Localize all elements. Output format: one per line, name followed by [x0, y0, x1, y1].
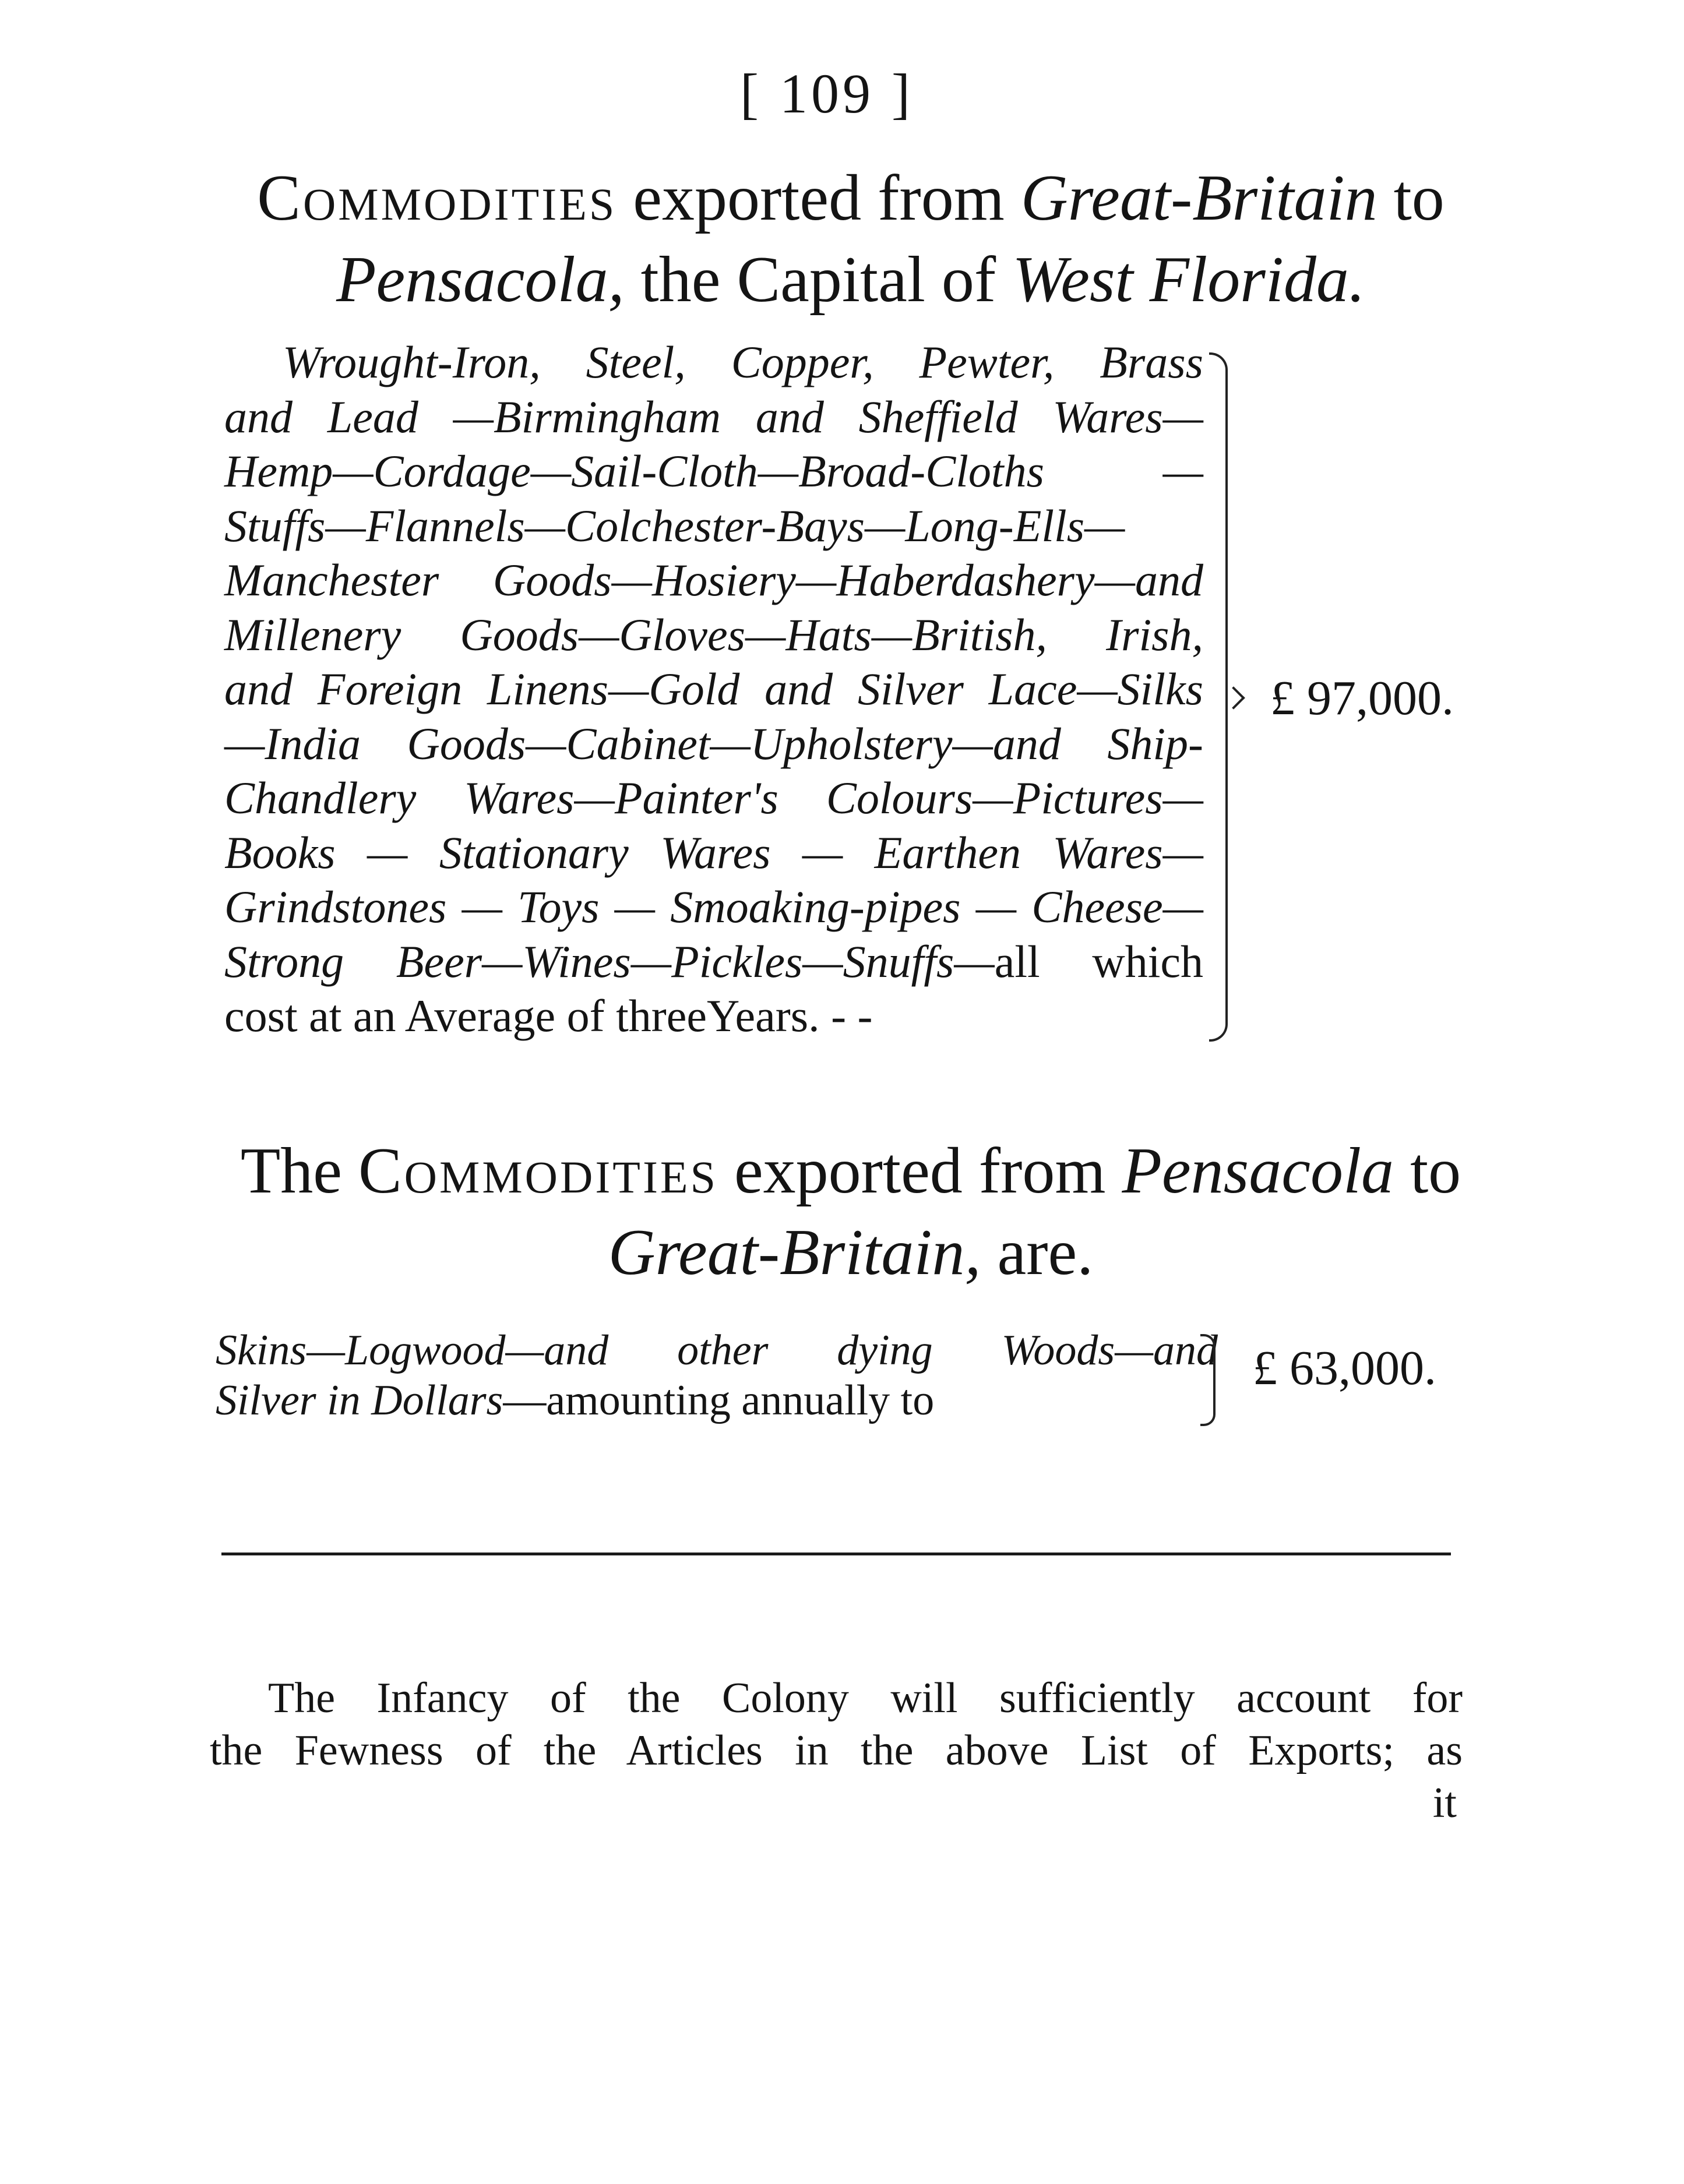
imports-list-line: Stuffs—Flannels—Colchester-Bays—Long-Ells— — [224, 500, 1125, 551]
heading-region: West Florida. — [1012, 244, 1365, 316]
imports-list-line: Hemp—Cordage—Sail-Cloth—Broad-Cloths — — [224, 446, 1203, 496]
exports-list-line — [216, 1375, 1218, 1426]
exports-list-line-roman: —amounting annually to — [503, 1377, 935, 1424]
section-rule — [221, 1553, 1451, 1555]
exports-list — [216, 1325, 1218, 1426]
imports-list-line-italic: Strong Beer—Wines—Pickles—Snuffs— — [224, 936, 995, 987]
imports-amount: £ 97,000. — [1270, 671, 1454, 725]
heading-exports-line-1 — [192, 1130, 1509, 1212]
exports-list-line — [216, 1325, 1218, 1375]
imports-list-line: Wrought-Iron, Steel, Copper, Pewter, Brass — [283, 337, 1203, 387]
heading-text: exported from — [616, 162, 1021, 234]
heading-place-from: Great-Britain — [1020, 162, 1378, 234]
paragraph-line: The Infancy of the Colony will sufficiently account for — [268, 1674, 1463, 1722]
heading-text: The — [240, 1135, 358, 1207]
heading-place-to: Pensacola, — [336, 244, 625, 316]
imports-list-line: —India Goods—Cabinet—Upholstery—and Ship- — [224, 718, 1203, 769]
heading-text: exported from — [717, 1135, 1122, 1207]
imports-list — [224, 335, 1203, 1043]
imports-list-line: Grindstones — Toys — Smoaking-pipes — Cheese— — [224, 881, 1203, 932]
imports-list-last-line: cost at an Average of threeYears. - - — [224, 990, 873, 1041]
imports-list-line: Manchester Goods—Hosiery—Haberdashery—and — [224, 555, 1203, 605]
paragraph-line: the Fewness of the Articles in the above List of Exports; as — [210, 1727, 1463, 1774]
imports-list-line: Books — Stationary Wares — Earthen Wares— — [224, 827, 1203, 878]
heading-smallcaps: Commodities — [257, 162, 617, 234]
exports-list-line-italic: Skins—Logwood—and other dying Woods—and — [216, 1326, 1218, 1374]
heading-place-from: Pensacola — [1122, 1135, 1394, 1207]
catchword: it — [1432, 1779, 1457, 1827]
imports-brace — [1209, 352, 1228, 1042]
heading-imports-line-1 — [192, 157, 1509, 239]
body-paragraph — [210, 1672, 1463, 1829]
imports-list-line-roman: all which — [994, 936, 1203, 987]
heading-text: the Capital of — [624, 244, 1013, 316]
imports-list-line: and Lead —Birmingham and Sheffield Wares— — [224, 391, 1203, 442]
heading-imports-line-2 — [192, 239, 1509, 320]
page-number: [ 109 ] — [740, 62, 914, 125]
exports-list-line-italic: Silver in Dollars — [216, 1377, 503, 1424]
exports-brace — [1200, 1334, 1216, 1426]
heading-exports — [192, 1130, 1509, 1293]
imports-list-line: and Foreign Linens—Gold and Silver Lace—Silks — [224, 664, 1203, 714]
brace-tip — [1222, 686, 1245, 710]
imports-list-line: Millenery Goods—Gloves—Hats—British, Irish, — [224, 609, 1203, 660]
heading-imports — [192, 157, 1509, 320]
heading-text: to — [1377, 162, 1445, 234]
imports-list-line — [224, 934, 1203, 989]
heading-text: to — [1394, 1135, 1461, 1207]
heading-smallcaps: Commodities — [358, 1135, 718, 1207]
heading-exports-line-2 — [192, 1212, 1509, 1293]
exports-amount: £ 63,000. — [1253, 1341, 1436, 1395]
heading-place-to: Great-Britain, — [608, 1216, 981, 1289]
heading-text: are. — [981, 1216, 1094, 1289]
imports-list-line: Chandlery Wares—Painter's Colours—Pictures— — [224, 772, 1203, 823]
